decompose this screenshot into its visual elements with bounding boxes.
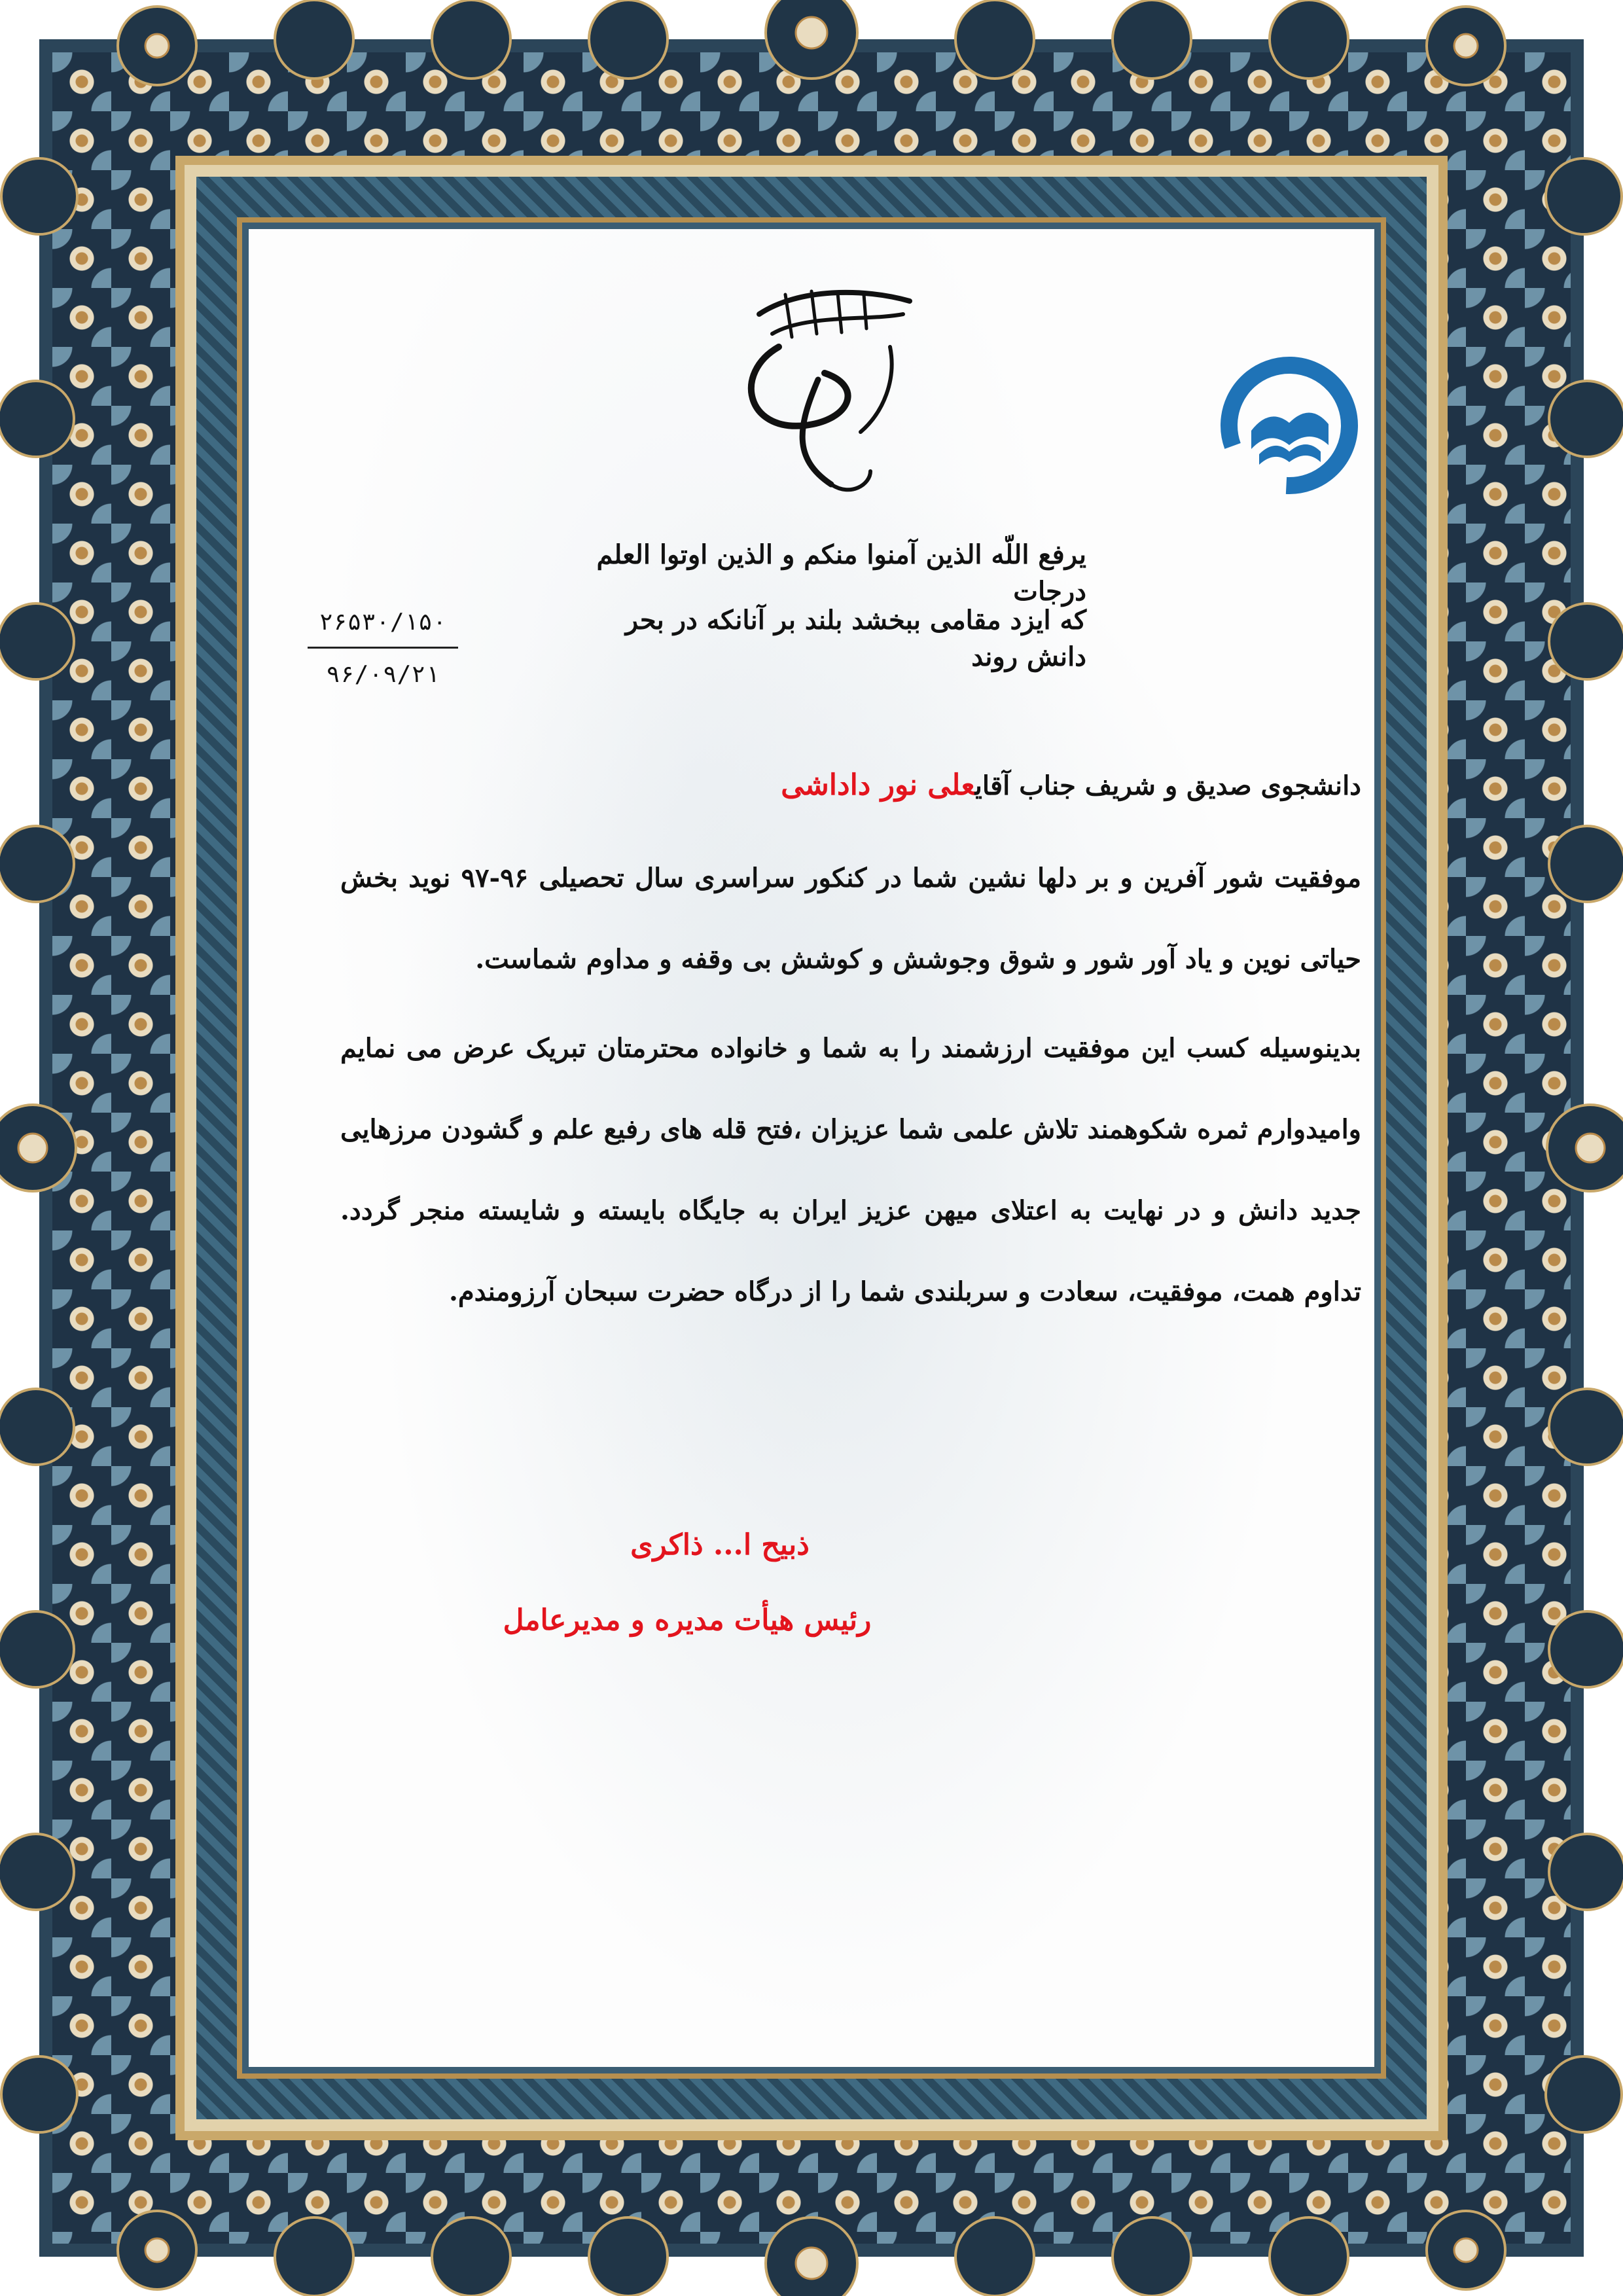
salutation-line bbox=[759, 766, 1361, 806]
quran-verse-line: یرفع اللّه الذین آمنوا منکم و الذین اوتوا العلم درجات bbox=[596, 539, 1086, 607]
reference-divider bbox=[308, 647, 458, 649]
letter-date: ۹۶/۰۹/۲۱ bbox=[326, 661, 440, 688]
basmala-calligraphy bbox=[720, 275, 929, 511]
salutation-prefix: دانشجوی صدیق و شریف جناب آقای bbox=[974, 770, 1361, 801]
poem-verse-line: که ایزد مقامی ببخشد بلند بر آنانکه در بحر دانش روند bbox=[625, 605, 1086, 672]
letter-number: ۲۶۵۳۰/۱۵۰ bbox=[319, 609, 447, 636]
signer-name: ذبیح ا... ذاکری bbox=[630, 1528, 810, 1562]
body-paragraph-1: موفقیت شور آفرین و بر دلها نشین شما در کنکور سراسری سال تحصیلی ۹۶-۹۷ نوید بخش حیاتی نوین و یاد آور شور و شوق وجوشش و کوشش بی وقفه و مداوم شماست. bbox=[340, 863, 1361, 975]
water-company-logo bbox=[1191, 347, 1387, 504]
signer-title: رئیس هیأت مدیره و مدیرعامل bbox=[503, 1604, 872, 1637]
body-paragraph-2: بدینوسیله کسب این موفقیت ارزشمند را به شما و خانواده محترمتان تبریک عرض می نمایم وامیدوارم ثمره شکوهمند تلاش علمی شما عزیزان ،فتح قله های رفیع علم و گشودن مرزهایی جدید دانش و در نهایت به اعتلای میهن عزیز ایران به جایگاه بایسته و شایسته منجر گردد. تداوم همت، موفقیت، سعادت و سربلندی شما را از درگاه حضرت سبحان آرزومندم. bbox=[340, 1033, 1361, 1307]
student-name: علی نور داداشی bbox=[781, 768, 975, 802]
